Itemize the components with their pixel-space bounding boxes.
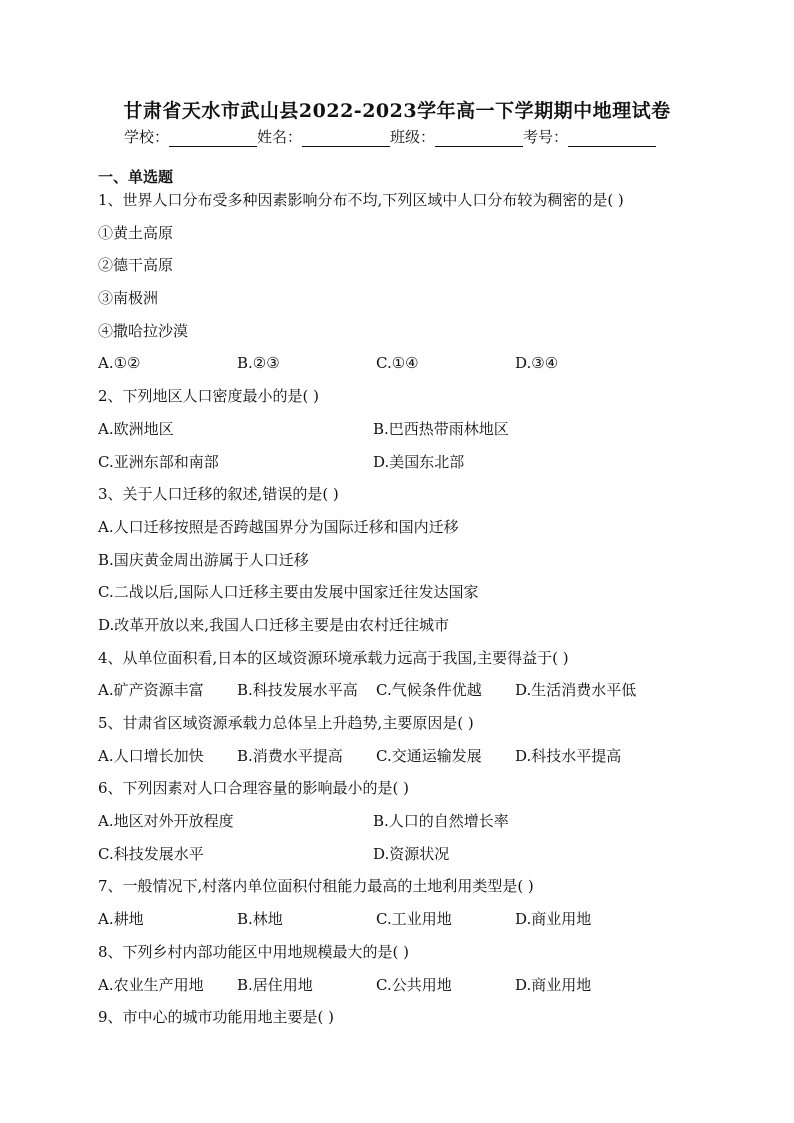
exam-title: 甘肃省天水市武山县2022-2023学年高一下学期期中地理试卷 — [123, 100, 671, 122]
option-b: B.林地 — [237, 910, 283, 929]
question-item: ①黄土高原 — [98, 223, 174, 242]
question-list — [98, 186, 718, 1036]
question-item: ③南极洲 — [98, 289, 159, 308]
school-field — [124, 126, 257, 147]
question-stem: 2、下列地区人口密度最小的是( ) — [98, 387, 320, 406]
question-stem: 1、世界人口分布受多种因素影响分布不均,下列区域中人口分布较为稠密的是( ) — [98, 191, 624, 209]
option-c: C.工业用地 — [376, 910, 452, 929]
answer-options — [98, 840, 718, 873]
question-stem: 6、下列因素对人口合理容量的影响最小的是( ) — [98, 779, 410, 798]
question-stem: 7、一般情况下,村落内单位面积付租能力最高的土地利用类型是( ) — [98, 877, 534, 896]
option-a: A.地区对外开放程度 — [98, 812, 234, 831]
option-a: A.欧洲地区 — [98, 419, 174, 438]
option-d: D.生活消费水平低 — [515, 681, 637, 700]
exam-number-blank[interactable] — [568, 130, 656, 147]
answer-options — [98, 905, 718, 938]
option-b: B.②③ — [237, 354, 280, 373]
name-blank[interactable] — [302, 130, 390, 147]
option-d: D.改革开放以来,我国人口迁移主要是由农村迁往城市 — [98, 615, 450, 634]
option-a: A.人口迁移按照是否跨越国界分为国际迁移和国内迁移 — [98, 517, 459, 536]
option-a: A.①② — [98, 354, 141, 373]
option-c: C.二战以后,国际人口迁移主要由发展中国家迁往发达国家 — [98, 583, 479, 602]
option-d: D.美国东北部 — [373, 452, 465, 471]
question-stem: 4、从单位面积看,日本的区域资源环境承载力远高于我国,主要得益于( ) — [98, 648, 569, 667]
school-blank[interactable] — [169, 130, 257, 147]
name-label: 姓名： — [257, 128, 303, 146]
class-blank[interactable] — [435, 130, 523, 147]
answer-options — [98, 415, 718, 448]
question-stem: 5、甘肃省区域资源承载力总体呈上升趋势,主要原因是( ) — [98, 714, 474, 732]
question-item: ②德干高原 — [98, 256, 174, 275]
name-field — [257, 126, 390, 147]
section-title: 一、单选题 — [98, 168, 174, 186]
option-c: C.①④ — [376, 354, 419, 373]
option-d: D.③④ — [515, 354, 559, 373]
class-label: 班级： — [390, 128, 436, 146]
option-a: A.农业生产用地 — [98, 975, 204, 994]
student-info-line — [124, 126, 656, 147]
option-c: C.亚洲东部和南部 — [98, 452, 219, 471]
question-item: ④撒哈拉沙漠 — [98, 321, 189, 340]
answer-options — [98, 349, 718, 382]
option-b: B.人口的自然增长率 — [373, 812, 509, 831]
option-c: C.交通运输发展 — [376, 746, 482, 765]
option-b: B.国庆黄金周出游属于人口迁移 — [98, 550, 309, 569]
option-c: C.公共用地 — [376, 975, 452, 994]
question-stem: 9、市中心的城市功能用地主要是( ) — [98, 1008, 335, 1027]
option-d: D.商业用地 — [515, 910, 592, 929]
answer-options — [98, 676, 718, 709]
option-d: D.资源状况 — [373, 844, 450, 863]
option-c: C.科技发展水平 — [98, 844, 204, 863]
class-field — [390, 126, 523, 147]
answer-options — [98, 448, 718, 481]
option-b: B.消费水平提高 — [237, 746, 343, 765]
option-a: A.耕地 — [98, 910, 144, 929]
option-b: B.居住用地 — [237, 975, 313, 994]
answer-options — [98, 971, 718, 1004]
answer-options — [98, 807, 718, 840]
option-d: D.科技水平提高 — [515, 746, 622, 765]
option-b: B.巴西热带雨林地区 — [373, 419, 509, 438]
question-stem: 3、关于人口迁移的叙述,错误的是( ) — [98, 485, 339, 504]
answer-options — [98, 742, 718, 775]
option-a: A.人口增长加快 — [98, 746, 204, 765]
exam-number-field — [523, 126, 656, 147]
option-a: A.矿产资源丰富 — [98, 681, 204, 700]
option-c: C.气候条件优越 — [376, 681, 482, 700]
question-stem: 8、下列乡村内部功能区中用地规模最大的是( ) — [98, 942, 410, 961]
school-label: 学校： — [124, 128, 170, 146]
option-b: B.科技发展水平高 — [237, 681, 358, 700]
option-d: D.商业用地 — [515, 975, 592, 994]
exam-number-label: 考号： — [523, 128, 569, 146]
